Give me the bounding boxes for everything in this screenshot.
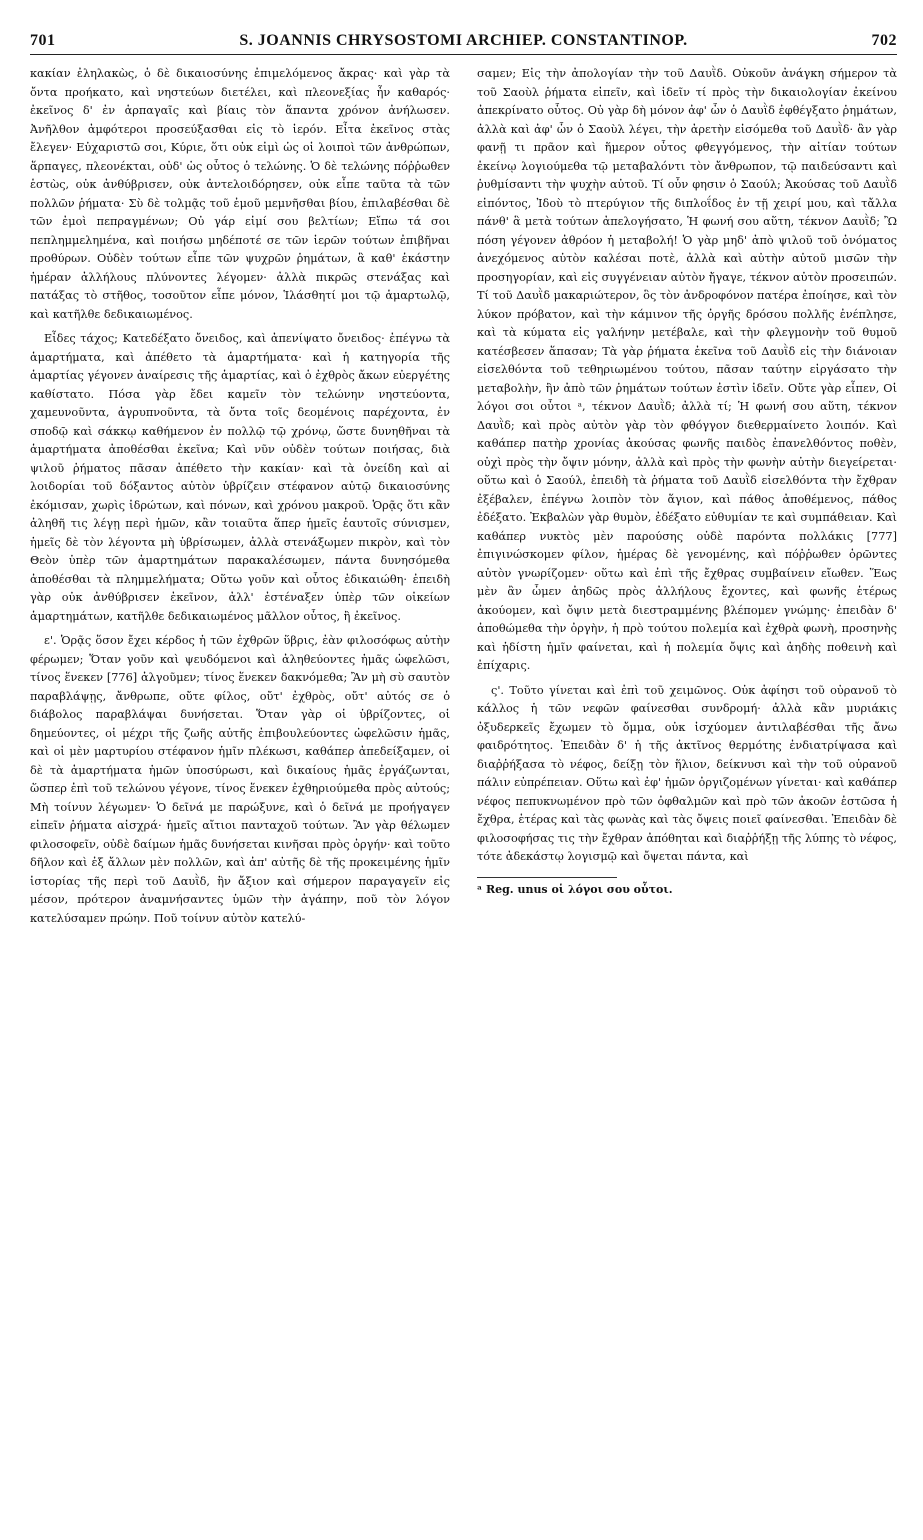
text-columns [30, 65, 897, 1520]
footnote-divider [477, 877, 617, 878]
footnote: ᵃ Reg. unus οἱ λόγοι σου οὗτοι. [477, 882, 673, 896]
page-number-left: 701 [30, 32, 56, 49]
right-column [477, 65, 897, 1520]
paragraph: ς'. Τοῦτο γίνεται καὶ ἐπὶ τοῦ χειμῶνος. Οὐκ ἀφίησι τοῦ οὐρανοῦ τὸ κάλλος ἡ τῶν νεφῶν φαίνεσθαι συνδρομή· ἀλλὰ κἂν μυριάκις ὀξυδερκεῖς ἔχωμεν τὸ ὄμμα, οὐκ ἰσχύομεν ἀντιλαβέσθαι τῆς ἄνω φαιδρότητος. Ἐπειδὰν δ' ἡ τῆς ἀκτῖνος θερμότης ἐνδιατρίψασα καὶ διαῤῥήξασα τὸ νέφος, δείξῃ τὸν ἥλιον, δείκνυσι καὶ τὴν τοῦ οὐρανοῦ πάλιν εὐπρέπειαν. Οὕτω καὶ ἐφ' ἡμῶν ὀργιζομένων γίνεται· καὶ καθάπερ νέφος πεπυκνωμένον πρὸ τῶν ὀφθαλμῶν καὶ πρὸ τῶν ἀκοῶν ἑστῶσα ἡ ἔχθρα, ἑτέρας καὶ τὰς φωνὰς καὶ τὰς ὄψεις ποιεῖ φαίνεσθαι. Ἐπειδὰν δὲ φιλοσοφήσας τις τὴν ἔχθραν ἀπόθηται καὶ διαῤῥήξῃ τῆς λύπης τὸ νέφος, τότε ἀδεκάστῳ λογισμῷ καὶ ὄψεται πάντα, καὶ [477, 683, 897, 863]
paragraph: Εἶδες τάχος; Κατεδέξατο ὄνειδος, καὶ ἀπενίψατο ὄνειδος· ἐπέγνω τὰ ἁμαρτήματα, καὶ ἀπέθετο τὰ ἁμαρτήματα· καὶ ἡ κατηγορία τῆς ἁμαρτίας γέγονεν ἀναίρεσις τῆς ἁμαρτίας, καὶ ὁ ἐχθρὸς ἄκων εὐεργέτης καθίστατο. Πόσα γὰρ ἔδει καμεῖν τὸν τελώνην νηστεύοντα, χαμευνοῦντα, ἀγρυπνοῦντα, τὰ ὄντα τοῖς δεομένοις παρέχοντα, ἐν σποδῷ καὶ σάκκῳ καθήμενον ἐν πολλῷ τῷ χρόνῳ, ὥστε δυνηθῆναι τὰ ἁμαρτήματα ἀποθέσθαι ἐκεῖνα; Καὶ νῦν οὐδὲν τούτων ποιήσας, διὰ ψιλοῦ ῥήματος πᾶσαν ἀπέθετο τὴν κακίαν· καὶ τὰ ὀνείδη καὶ αἱ λοιδορίαι τοῦ δόξαντος αὐτὸν ὑβρίζειν στέφανον αὐτῷ δικαιοσύνης ἐκόμισαν, χωρὶς ἱδρώτων, καὶ πόνων, καὶ χρόνου μακροῦ. Ὁρᾷς ὅτι κἂν ἀληθῆ τις λέγῃ περὶ ἡμῶν, κἂν τοιαῦτα ἅπερ ἡμεῖς ἑαυτοῖς σύνισμεν, ἡμεῖς δὲ τὸν λέγοντα μὴ ὑβρίσωμεν, ἀλλὰ στενάξωμεν πικρὸν, καὶ τὸν Θεὸν ὑπὲρ τῶν ἁμαρτημάτων παρακαλέσωμεν, πάντα δυνησόμεθα ἀποθέσθαι τὰ πλημμελήματα; Οὕτω γοῦν καὶ οὗτος ἐδικαιώθη· ἐπειδὴ γὰρ οὐκ ἀνθύβρισεν ἐκεῖνον, ἀλλ' ἐστέναξεν ὑπὲρ τῶν οἰκείων ἁμαρτημάτων, κατῆλθε δεδικαιωμένος μᾶλλον οὗτος, ἢ ἐκεῖνος. [30, 332, 450, 623]
left-column [30, 65, 450, 1520]
running-header [30, 28, 897, 55]
page-number-right: 702 [871, 32, 897, 49]
running-title: S. JOANNIS CHRYSOSTOMI ARCHIEP. CONSTANTINOP. [239, 32, 688, 49]
paragraph: ε'. Ὁρᾷς ὅσον ἔχει κέρδος ἡ τῶν ἐχθρῶν ὕβρις, ἐὰν φιλοσόφως αὐτὴν φέρωμεν; Ὅταν γοῦν καὶ ψευδόμενοι καὶ ἀληθεύοντες ἡμᾶς ὠφελῶσι, τίνος ἕνεκεν [776] ἀλγοῦμεν; τίνος ἕνεκεν δακνόμεθα; Ἂν μὴ σὺ σαυτὸν παραβλάψῃς, ἄνθρωπε, οὔτε φίλος, οὔτ' ἐχθρὸς, οὔτ' αὐτός σε ὁ διάβολος παραβλάψαι δυνήσεται. Ὅταν γὰρ οἱ ὑβρίζοντες, οἱ δημεύοντες, οἱ μέχρι τῆς ζωῆς αὐτῆς ἐπιβουλεύοντες ὠφελῶσιν ἡμᾶς, καὶ οἱ μὲν μαρτυρίου στέφανον ἡμῖν πλέκωσι, καθάπερ ἀπεδείξαμεν, οἱ δὲ τὰ ἁμαρτήματα ἡμῶν ὑποσύρωσι, καὶ δικαίους ἡμᾶς ἐργάζωνται, ὥσπερ ἐπὶ τοῦ τελώνου γέγονε, τίνος ἕνεκεν ἐχθηριούμεθα πρὸς αὐτούς; Μὴ τοίνυν λέγωμεν· Ὁ δεῖνά με παρώξυνε, καὶ ὁ δεῖνά με προήγαγεν εἰπεῖν ῥήματα αἰσχρά· ἡμεῖς αἴτιοι πανταχοῦ τούτων. Ἂν γὰρ θέλωμεν φιλοσοφεῖν, οὐδὲ δαίμων ἡμᾶς δυνήσεται κινῆσαι πρὸς ὀργήν· καὶ τοῦτο δῆλον καὶ ἐξ ἄλλων μὲν πολλῶν, καὶ ἀπ' αὐτῆς δὲ τῆς προκειμένης ἡμῖν ἱστορίας τῆς περὶ τοῦ Δαυῒδ, ἣν ἄξιον καὶ σήμερον παραγαγεῖν εἰς μέσον, πρότερον ἀναμνήσαντες ὑμῶν τὴν ἀγάπην, ποῦ τὸν λόγον κατελύσαμεν πρώην. Ποῦ τοίνυν αὐτὸν κατελύ- [30, 634, 450, 925]
paragraph: κακίαν ἐληλακὼς, ὁ δὲ δικαιοσύνης ἐπιμελόμενος ἄκρας· καὶ γὰρ τὰ ὄντα προήκατο, καὶ νηστεύων διετέλει, καὶ πλεονεξίας ἦν καθαρός· ἐκεῖνος δ' ἐν ἁρπαγαῖς καὶ βίαις τὸν ἅπαντα χρόνον ἀνήλωσεν. Ἀνῆλθον ἀμφότεροι προσεύξασθαι εἰς τὸ ἱερόν. Εἶτα ἐκεῖνος στὰς ἔλεγεν· Εὐχαριστῶ σοι, Κύριε, ὅτι οὐκ εἰμὶ ὡς οἱ λοιποὶ τῶν ἀνθρώπων, ἅρπαγες, πλεονέκται, οὐδ' ὡς οὗτος ὁ τελώνης. Ὁ δὲ τελώνης πόῤῥωθεν ἑστὼς, οὐκ ἀνθύβρισεν, οὐκ ἀντελοιδόρησεν, οὐκ εἶπε ταῦτα τὰ τῶν πολλῶν ῥήματα· Σὺ δὲ τολμᾷς τοῦ ἐμοῦ μεμνῆσθαι βίου, ἐπιλαβέσθαι δὲ τῶν ἐμοὶ πεπραγμένων; Οὐ γάρ εἰμί σου βελτίων; Εἴπω τά σοι πεπλημμελημένα, καὶ ποιήσω μηδέποτέ σε τῶν ἱερῶν τούτων ἐπιβῆναι προθύρων. Οὐδὲν τούτων εἶπε τῶν ψυχρῶν ῥημάτων, ἃ καθ' ἑκάστην ἡμέραν ἀλλήλους πλύνοντες λέγομεν· ἀλλὰ πικρῶς στενάξας καὶ πατάξας τὸ στῆθος, τοσοῦτον εἶπε μόνον, Ἱλάσθητί μοι τῷ ἁμαρτωλῷ, καὶ κατῆλθε δεδικαιωμένος. [30, 67, 450, 321]
paragraph: σαμεν; Εἰς τὴν ἀπολογίαν τὴν τοῦ Δαυῒδ. Οὐκοῦν ἀνάγκη σήμερον τὰ τοῦ Σαοὺλ ῥήματα εἰπεῖν, καὶ ἰδεῖν τί πρὸς τὴν δικαιολογίαν ἐκείνου ἀπεκρίνατο οὗτος. Οὐ γὰρ δὴ μόνον ἀφ' ὧν ὁ Δαυῒδ ἐφθέγξατο ῥημάτων, ἀλλὰ καὶ ἀφ' ὧν ὁ Σαοὺλ λέγει, τὴν ἀρετὴν εἰσόμεθα τοῦ Δαυῒδ· ἂν γὰρ φανῇ τι πρᾶον καὶ ἥμερον οὗτος φθεγγόμενος, τὴν αἰτίαν τούτων ἐκείνῳ λογιούμεθα τῷ μεταβαλόντι τὸν ἄνθρωπον, τῷ παιδεύσαντι καὶ ῥυθμίσαντι τὴν ψυχὴν αὐτοῦ. Τί οὖν φησιν ὁ Σαούλ; Ἀκούσας τοῦ Δαυῒδ εἰπόντος, Ἰδοὺ τὸ πτερύγιον τῆς διπλοΐδος ἐν τῇ χειρί μου, καὶ τἄλλα πάνθ' ἃ μετὰ τούτων ἀπελογήσατο, Ἡ φωνή σου αὕτη, τέκνον Δαυῒδ; Ὢ πόση γέγονεν ἀθρόον ἡ μεταβολή! Ὁ γὰρ μηδ' ἀπὸ ψιλοῦ τοῦ ὀνόματος ἀνεχόμενος αὐτὸν καλέσαι ποτὲ, ἀλλὰ καὶ αὐτὴν αὐτοῦ μισῶν τὴν προσηγορίαν, καὶ εἰς συγγένειαν αὐτὸν ἤγαγε, τέκνον αὐτὸν προσειπών. Τί τοῦ Δαυῒδ μακαριώτερον, ὃς τὸν ἀνδροφόνον πατέρα ἐποίησε, καὶ τὸν λύκον πρόβατον, καὶ τὴν κάμινον τῆς ὀργῆς δρόσου πολλῆς ἐνέπλησε, καὶ τὰ κύματα εἰς γαλήνην μετέβαλε, καὶ τὴν φλεγμονὴν τοῦ θυμοῦ κατέσβεσεν ἅπασαν; Τὰ γὰρ ῥήματα ἐκεῖνα τοῦ Δαυῒδ εἰς τὴν διάνοιαν εἰσελθόντα τοῦ τεθηριωμένου τούτου, πᾶσαν ταύτην εἰργάσατο τὴν μεταβολὴν, ἣν ἀπὸ τῶν ῥημάτων τούτων ἐστὶν ἰδεῖν. Οὔτε γὰρ εἶπεν, Οἱ λόγοι σοι οὗτοι ᵃ, τέκνον Δαυῒδ; ἀλλὰ τί; Ἡ φωνή σου αὕτη, τέκνον Δαυῒδ; καὶ πρὸς αὐτὸν γὰρ τὸν φθόγγον διεθερμαίνετο λοιπόν. Καὶ καθάπερ πατὴρ χρονίας ἀκούσας φωνῆς παιδὸς ἐπανελθόντος ποθὲν, οὐχὶ πρὸς τὴν ὄψιν μόνην, ἀλλὰ καὶ πρὸς τὴν φωνὴν αὐτὴν διεγείρεται· οὕτω καὶ ὁ Σαούλ, ἐπειδὴ τὰ ῥήματα τοῦ Δαυῒδ εἰσελθόντα τὴν ἔχθραν ἐξέβαλεν, ἐπέγνω λοιπὸν τὸν ἅγιον, καὶ πάθος ἀποθέμενος, πάθος ἐδέξατο. Ἐκβαλὼν γὰρ θυμὸν, ἐδέξατο εὐθυμίαν τε καὶ συμπάθειαν. Καὶ καθάπερ νυκτὸς μὲν παρούσης οὐδὲ παρόντα πολλάκις [777] ἐπιγινώσκομεν φίλον, ἡμέρας δὲ γενομένης, καὶ πόῤῥωθεν ὁρῶντες αὐτὸν γνωρίζομεν· οὕτω καὶ ἐπὶ τῆς ἔχθρας συμβαίνειν εἴωθεν. Ἕως μὲν ἂν ὦμεν ἀηδῶς πρὸς ἀλλήλους ἔχοντες, καὶ φωνῆς ἑτέρως ἀκούομεν, καὶ ὄψιν μετὰ διεστραμμένης βλέπομεν γνώμης· ἐπειδὰν δ' ἀποθώμεθα τὴν ὀργὴν, ἡ πρὸ τούτου πολεμία καὶ ἐχθρὰ φωνὴ, προσηνὴς καὶ ἡδίστη ἡμῖν φαίνεται, καὶ ἡ πολεμία ὄψις καὶ ἀηδὴς ποθεινὴ καὶ ἐπίχαρις. [477, 67, 897, 672]
